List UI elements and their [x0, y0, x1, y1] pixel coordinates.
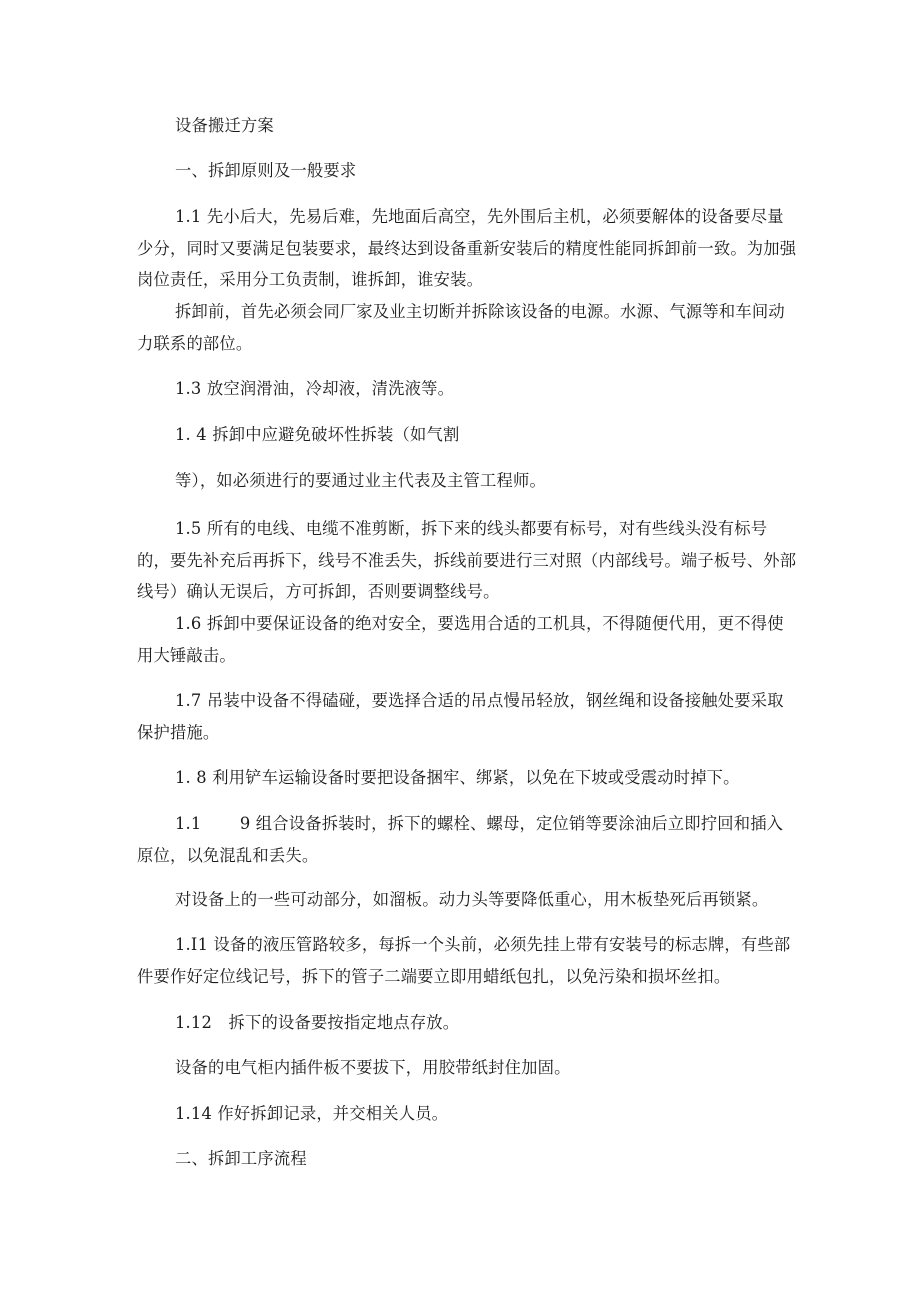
document-title: 设备搬迁方案 [175, 116, 274, 135]
paragraph-1-5: 1.5 所有的电线、电缆不准剪断，拆下来的线头都要有标号，对有些线头没有标号的，要先补充后再拆下，线号不准丢失，拆线前要进行三对照（内部线号。端子板号、外部线号）确认无误后，方可拆卸，否则要调整线号。 [137, 519, 797, 601]
paragraph-1-13: 设备的电气柜内插件板不要拔下，用胶带纸封住加固。 [175, 1058, 571, 1077]
paragraph-1-14: 1.14 作好拆卸记录，并交相关人员。 [175, 1104, 449, 1123]
paragraph-1-6: 1.6 拆卸中要保证设备的绝对安全，要选用合适的工机具，不得随便代用，更不得使用大锤敲击。 [137, 614, 784, 665]
paragraph-1-4-continued: 等），如必须进行的要通过业主代表及主管工程师。 [175, 471, 546, 490]
paragraph-1-9: 1.1 9 组合设备拆装时，拆下的螺栓、螺母，定位销等要涂油后立即拧回和插入原位，以免混乱和丢失。 [137, 814, 784, 865]
paragraph-1-10: 对设备上的一些可动部分，如溜板。动力头等要降低重心，用木板垫死后再锁紧。 [175, 890, 769, 909]
section-heading-1: 一、拆卸原则及一般要求 [175, 161, 357, 180]
paragraph-1-7: 1.7 吊装中设备不得磕碰，要选择合适的吊点慢吊轻放，钢丝绳和设备接触处要采取保护措施。 [137, 691, 784, 742]
paragraph-1-12: 1.12 拆下的设备要按指定地点存放。 [175, 1013, 460, 1032]
paragraph-1-8: 1. 8 利用铲车运输设备时要把设备捆牢、绑紧，以免在下坡或受震动时掉下。 [175, 768, 740, 787]
paragraph-1-4: 1. 4 拆卸中应避免破坏性拆装（如气割 [175, 425, 460, 444]
paragraph-1-1: 1.1 先小后大，先易后难，先地面后高空，先外围后主机，必须要解体的设备要尽量少分，同时又要满足包装要求，最终达到设备重新安装后的精度性能同拆卸前一致。为加强岗位责任，采用分工负责制，谁拆卸，谁安装。 [137, 207, 797, 289]
paragraph-1-3: 1.3 放空润滑油，冷却液，清洗液等。 [175, 379, 455, 398]
section-heading-2: 二、拆卸工序流程 [175, 1149, 307, 1168]
paragraph-1-2: 拆卸前，首先必须会同厂家及业主切断并拆除该设备的电源。水源、气源等和车间动力联系的部位。 [137, 302, 785, 353]
paragraph-1-11: 1.I1 设备的液压管路较多，每拆一个头前，必须先挂上带有安装号的标志牌，有些部件要作好定位线记号，拆下的管子二端要立即用蜡纸包扎，以免污染和损坏丝扣。 [137, 935, 791, 986]
